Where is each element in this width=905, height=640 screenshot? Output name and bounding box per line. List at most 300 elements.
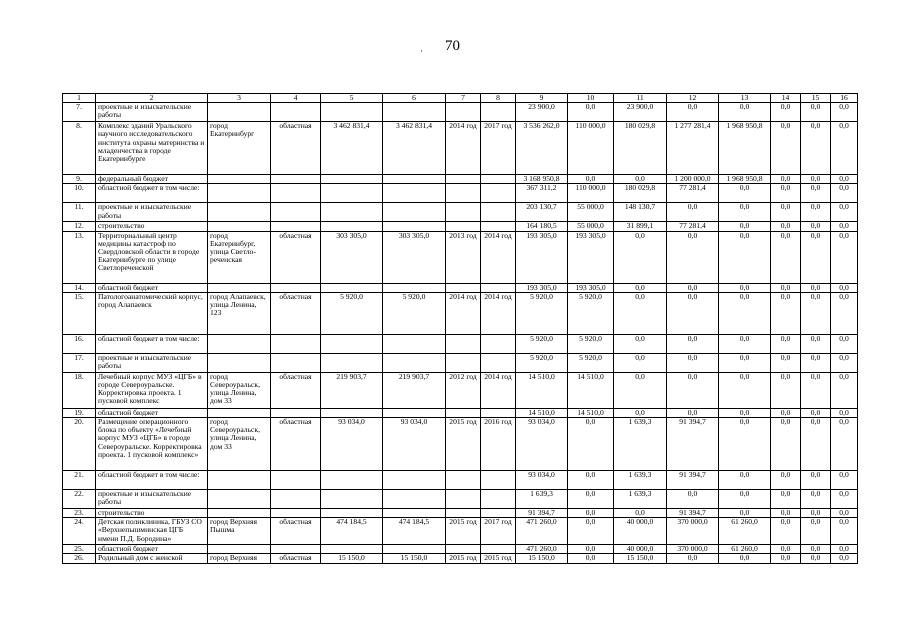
table-cell: [321, 283, 383, 292]
table-cell: [271, 184, 321, 203]
table-cell: 474 184,5: [383, 518, 446, 545]
table-row: [63, 353, 858, 372]
table-cell: областная: [271, 122, 321, 175]
table-cell: 0,0: [771, 471, 801, 490]
table-cell: 0,0: [719, 283, 771, 292]
table-cell: строительство: [96, 222, 208, 231]
column-header: 15: [801, 94, 831, 103]
table-cell: 1 968 950,8: [719, 122, 771, 175]
table-row: [63, 490, 858, 509]
table-cell: [208, 334, 271, 353]
table-cell: [481, 334, 516, 353]
table-cell: 0,0: [614, 231, 667, 283]
table-cell: 471 260,0: [516, 518, 568, 545]
table-cell: областная: [271, 418, 321, 471]
table-cell: 0,0: [831, 231, 858, 283]
table-cell: 0,0: [771, 203, 801, 222]
table-cell: 0,0: [771, 292, 801, 334]
table-cell: 0,0: [831, 518, 858, 545]
table-cell: 5 920,0: [568, 292, 614, 334]
table-cell: [208, 509, 271, 518]
table-cell: 5 920,0: [516, 292, 568, 334]
table-cell: 0,0: [568, 554, 614, 563]
table-cell: [446, 103, 481, 122]
table-cell: 180 029,8: [614, 122, 667, 175]
table-cell: [208, 408, 271, 417]
table-cell: проектные и изыскательские работы: [96, 103, 208, 122]
table-row: [63, 408, 858, 417]
table-cell: 0,0: [831, 283, 858, 292]
table-row: [63, 334, 858, 353]
table-cell: 0,0: [831, 490, 858, 509]
table-cell: 2015 год: [446, 518, 481, 545]
table-cell: 22.: [63, 490, 96, 509]
table-cell: 0,0: [614, 283, 667, 292]
table-cell: город Североуральск, улица Ленина, дом 33: [208, 418, 271, 471]
table-cell: 0,0: [801, 418, 831, 471]
table-cell: 25.: [63, 545, 96, 554]
table-cell: 193 305,0: [516, 231, 568, 283]
table-cell: 0,0: [719, 231, 771, 283]
table-cell: [271, 175, 321, 184]
table-cell: 9.: [63, 175, 96, 184]
table-cell: 0,0: [667, 292, 719, 334]
table-cell: 0,0: [831, 334, 858, 353]
table-cell: 0,0: [719, 353, 771, 372]
table-cell: [446, 545, 481, 554]
column-header: 1: [63, 94, 96, 103]
table-cell: 219 903,7: [321, 372, 383, 408]
table-cell: 14 510,0: [516, 372, 568, 408]
table-cell: 14 510,0: [568, 408, 614, 417]
table-cell: 8.: [63, 122, 96, 175]
table-cell: 2016 год: [481, 418, 516, 471]
table-cell: [383, 408, 446, 417]
table-cell: 91 394,7: [667, 471, 719, 490]
table-cell: 0,0: [614, 353, 667, 372]
table-cell: [446, 184, 481, 203]
table-cell: 0,0: [771, 222, 801, 231]
table-cell: 0,0: [568, 518, 614, 545]
table-cell: 13.: [63, 231, 96, 283]
table-cell: 0,0: [667, 490, 719, 509]
table-cell: 0,0: [771, 283, 801, 292]
table-cell: 219 903,7: [383, 372, 446, 408]
table-cell: проектные и изыскательские работы: [96, 353, 208, 372]
table-cell: 0,0: [719, 471, 771, 490]
table-cell: 3 536 262,0: [516, 122, 568, 175]
table-row: [63, 418, 858, 471]
table-cell: [446, 471, 481, 490]
table-cell: 15.: [63, 292, 96, 334]
table-cell: 93 034,0: [383, 418, 446, 471]
table-cell: областная: [271, 518, 321, 545]
table-cell: 5 920,0: [516, 353, 568, 372]
column-header: 14: [771, 94, 801, 103]
table-cell: 0,0: [801, 292, 831, 334]
table-cell: областной бюджет в том числе:: [96, 334, 208, 353]
table-cell: [271, 471, 321, 490]
table-row: [63, 292, 858, 334]
table-cell: 1 639,3: [614, 471, 667, 490]
table-cell: 93 034,0: [516, 471, 568, 490]
table-cell: 0,0: [771, 175, 801, 184]
table-cell: Лечебный корпус МУЗ «ЦГБ» в городе Североуральске. Корректировка проекта. 1 пусковой комплекс: [96, 372, 208, 408]
table-header-row: [63, 94, 858, 103]
table-cell: [271, 509, 321, 518]
table-cell: областной бюджет в том числе:: [96, 471, 208, 490]
table-cell: [208, 175, 271, 184]
table-cell: [383, 184, 446, 203]
table-cell: 15 150,0: [383, 554, 446, 563]
table-cell: 0,0: [771, 184, 801, 203]
table-cell: 0,0: [568, 175, 614, 184]
table-cell: 1 639,3: [516, 490, 568, 509]
table-cell: 193 305,0: [568, 231, 614, 283]
table-row: [63, 203, 858, 222]
table-cell: 2012 год: [446, 372, 481, 408]
table-cell: 3 462 831,4: [383, 122, 446, 175]
table-cell: 0,0: [771, 408, 801, 417]
table-cell: федеральный бюджет: [96, 175, 208, 184]
table-cell: [383, 471, 446, 490]
table-cell: 193 305,0: [516, 283, 568, 292]
table-cell: 0,0: [667, 372, 719, 408]
table-cell: [321, 203, 383, 222]
table-cell: 2015 год: [446, 418, 481, 471]
table-cell: [271, 408, 321, 417]
table-cell: 20.: [63, 418, 96, 471]
table-cell: 0,0: [801, 222, 831, 231]
table-cell: [383, 353, 446, 372]
table-cell: 0,0: [771, 554, 801, 563]
table-cell: [321, 545, 383, 554]
column-header: 10: [568, 94, 614, 103]
table-cell: 0,0: [801, 122, 831, 175]
table-cell: 0,0: [719, 203, 771, 222]
table-cell: [481, 175, 516, 184]
table-cell: 0,0: [568, 418, 614, 471]
table-cell: 2013 год: [446, 231, 481, 283]
table-cell: 0,0: [831, 372, 858, 408]
table-cell: город Алапаевск, улица Ленина, 123: [208, 292, 271, 334]
table-cell: [321, 184, 383, 203]
table-cell: 77 281,4: [667, 222, 719, 231]
table-cell: 26.: [63, 554, 96, 563]
column-header: 13: [719, 94, 771, 103]
table-row: [63, 545, 858, 554]
table-cell: 0,0: [831, 545, 858, 554]
table-cell: 12.: [63, 222, 96, 231]
table-cell: [481, 471, 516, 490]
table-cell: [271, 203, 321, 222]
table-cell: 0,0: [771, 103, 801, 122]
table-cell: 0,0: [568, 490, 614, 509]
table-cell: 91 394,7: [667, 509, 719, 518]
table-cell: город Екатеринбург: [208, 122, 271, 175]
page-number: 70: [445, 38, 460, 54]
table-cell: [446, 222, 481, 231]
table-cell: 2014 год: [481, 231, 516, 283]
table-cell: 16.: [63, 334, 96, 353]
table-cell: 370 000,0: [667, 518, 719, 545]
table-cell: 15 150,0: [516, 554, 568, 563]
table-cell: [321, 353, 383, 372]
table-cell: 0,0: [614, 408, 667, 417]
table-cell: 15 150,0: [614, 554, 667, 563]
table-cell: [481, 408, 516, 417]
table-cell: [271, 334, 321, 353]
table-cell: 5 920,0: [568, 334, 614, 353]
table-cell: [446, 408, 481, 417]
table-cell: 93 034,0: [516, 418, 568, 471]
table-cell: 17.: [63, 353, 96, 372]
table-cell: [383, 509, 446, 518]
table-cell: 31 899,1: [614, 222, 667, 231]
table-row: [63, 184, 858, 203]
table-cell: [271, 103, 321, 122]
table-cell: [383, 222, 446, 231]
table-row: [63, 372, 858, 408]
table-row: [63, 471, 858, 490]
table-cell: 91 394,7: [667, 418, 719, 471]
column-header: 4: [271, 94, 321, 103]
table-cell: [446, 509, 481, 518]
table-cell: 23 900,0: [614, 103, 667, 122]
table-row: [63, 518, 858, 545]
table-cell: [208, 283, 271, 292]
table-cell: 0,0: [831, 353, 858, 372]
table-cell: 0,0: [831, 471, 858, 490]
table-cell: 2017 год: [481, 518, 516, 545]
table-cell: областной бюджет: [96, 283, 208, 292]
table-cell: 471 260,0: [516, 545, 568, 554]
table-cell: [271, 490, 321, 509]
table-cell: 367 311,2: [516, 184, 568, 203]
table-cell: [321, 490, 383, 509]
table-cell: [383, 203, 446, 222]
table-cell: 0,0: [831, 103, 858, 122]
table-cell: город Екатеринбург, улица Светло- реченская: [208, 231, 271, 283]
table-cell: 0,0: [667, 103, 719, 122]
table-cell: [446, 203, 481, 222]
table-cell: 0,0: [801, 509, 831, 518]
table-cell: 0,0: [568, 509, 614, 518]
table-row: [63, 222, 858, 231]
table-cell: 0,0: [719, 509, 771, 518]
table-cell: 0,0: [831, 418, 858, 471]
table-cell: областная: [271, 292, 321, 334]
table-cell: [208, 203, 271, 222]
table-cell: Патологоанатомический корпус, город Алапаевск: [96, 292, 208, 334]
table-cell: 61 260,0: [719, 518, 771, 545]
table-cell: 18.: [63, 372, 96, 408]
column-header: 2: [96, 94, 208, 103]
table-cell: строительство: [96, 509, 208, 518]
table-cell: 0,0: [614, 372, 667, 408]
table-cell: 55 000,0: [568, 203, 614, 222]
table-cell: 10.: [63, 184, 96, 203]
table-cell: 0,0: [771, 490, 801, 509]
table-cell: [481, 545, 516, 554]
table-cell: 0,0: [801, 545, 831, 554]
table-cell: 11.: [63, 203, 96, 222]
table-cell: 0,0: [801, 353, 831, 372]
table-cell: 180 029,8: [614, 184, 667, 203]
table-cell: 5 920,0: [383, 292, 446, 334]
table-cell: 0,0: [667, 231, 719, 283]
table-cell: [208, 222, 271, 231]
table-cell: [481, 490, 516, 509]
table-cell: 3 462 831,4: [321, 122, 383, 175]
column-header: 8: [481, 94, 516, 103]
column-header: 7: [446, 94, 481, 103]
column-header: 12: [667, 94, 719, 103]
table-cell: областной бюджет: [96, 545, 208, 554]
table-cell: [208, 353, 271, 372]
table-cell: [208, 184, 271, 203]
table-cell: 0,0: [801, 372, 831, 408]
table-cell: 193 305,0: [568, 283, 614, 292]
table-cell: Родильный дом с женской: [96, 554, 208, 563]
table-cell: 2017 год: [481, 122, 516, 175]
table-cell: 24.: [63, 518, 96, 545]
table-cell: 0,0: [771, 353, 801, 372]
table-cell: 0,0: [719, 222, 771, 231]
table-cell: 0,0: [719, 372, 771, 408]
table-cell: областная: [271, 372, 321, 408]
table-cell: 5 920,0: [321, 292, 383, 334]
table-cell: 0,0: [831, 222, 858, 231]
table-cell: город Североуральск, улица Ленина, дом 33: [208, 372, 271, 408]
table-cell: проектные и изыскательские работы: [96, 490, 208, 509]
column-header: 5: [321, 94, 383, 103]
table-cell: [321, 175, 383, 184]
table-cell: 0,0: [614, 334, 667, 353]
table-cell: 77 281,4: [667, 184, 719, 203]
table-cell: 0,0: [719, 334, 771, 353]
column-header: 6: [383, 94, 446, 103]
table-cell: город Верхняя: [208, 554, 271, 563]
table-cell: 0,0: [771, 372, 801, 408]
table-cell: [446, 175, 481, 184]
table-cell: [481, 283, 516, 292]
table-cell: 0,0: [831, 122, 858, 175]
table-cell: 0,0: [831, 175, 858, 184]
table-cell: [321, 222, 383, 231]
table-cell: [481, 509, 516, 518]
table-cell: [321, 408, 383, 417]
table-cell: [383, 103, 446, 122]
table-cell: 0,0: [831, 184, 858, 203]
table-cell: 7.: [63, 103, 96, 122]
table-cell: 203 130,7: [516, 203, 568, 222]
table-cell: 0,0: [831, 509, 858, 518]
table-cell: [271, 353, 321, 372]
table-cell: [321, 509, 383, 518]
table-cell: [321, 103, 383, 122]
table-cell: [383, 334, 446, 353]
table-cell: 0,0: [831, 554, 858, 563]
table-cell: Детская поликлиника, ГБУЗ СО «Верхнепышминская ЦГБ имени П.Д. Бородина»: [96, 518, 208, 545]
table-cell: 0,0: [831, 203, 858, 222]
table-cell: город Верхняя Пышма: [208, 518, 271, 545]
table-cell: 0,0: [667, 353, 719, 372]
table-cell: 0,0: [801, 231, 831, 283]
table-cell: [481, 353, 516, 372]
table-cell: 0,0: [801, 490, 831, 509]
table-cell: [271, 545, 321, 554]
table-cell: проектные и изыскательские работы: [96, 203, 208, 222]
table-cell: 40 000,0: [614, 545, 667, 554]
table-cell: 14 510,0: [568, 372, 614, 408]
table-cell: 0,0: [667, 408, 719, 417]
header-mark: ·: [420, 46, 423, 56]
table-cell: 55 000,0: [568, 222, 614, 231]
table-cell: 0,0: [719, 490, 771, 509]
table-cell: [383, 283, 446, 292]
table-cell: 370 000,0: [667, 545, 719, 554]
table-cell: 0,0: [771, 122, 801, 175]
table-cell: 1 277 281,4: [667, 122, 719, 175]
table-row: [63, 175, 858, 184]
table-cell: 164 180,5: [516, 222, 568, 231]
table-cell: [446, 334, 481, 353]
column-header: 3: [208, 94, 271, 103]
table-cell: 474 184,5: [321, 518, 383, 545]
table-cell: 91 394,7: [516, 509, 568, 518]
table-cell: 0,0: [614, 509, 667, 518]
table-cell: 0,0: [771, 518, 801, 545]
table-cell: [208, 471, 271, 490]
table-row: [63, 231, 858, 283]
table-cell: 0,0: [771, 231, 801, 283]
table-cell: [481, 222, 516, 231]
table-cell: 0,0: [667, 554, 719, 563]
table-cell: 0,0: [771, 334, 801, 353]
table-cell: 0,0: [831, 292, 858, 334]
table-cell: 23 900,0: [516, 103, 568, 122]
table-cell: [321, 334, 383, 353]
table-cell: [383, 490, 446, 509]
table-cell: 5 920,0: [568, 353, 614, 372]
table-cell: 0,0: [719, 292, 771, 334]
table-cell: 110 000,0: [568, 122, 614, 175]
table-cell: 0,0: [801, 518, 831, 545]
table-cell: 14 510,0: [516, 408, 568, 417]
table-cell: 2015 год: [446, 554, 481, 563]
table-cell: областной бюджет в том числе:: [96, 184, 208, 203]
table-cell: [481, 184, 516, 203]
table-cell: 5 920,0: [516, 334, 568, 353]
table-cell: 0,0: [667, 203, 719, 222]
table-cell: 2014 год: [446, 292, 481, 334]
table-cell: 2014 год: [481, 372, 516, 408]
table-cell: 0,0: [801, 184, 831, 203]
table-cell: [271, 283, 321, 292]
table-cell: 1 639,3: [614, 418, 667, 471]
column-header: 11: [614, 94, 667, 103]
table-cell: 0,0: [801, 408, 831, 417]
table-cell: 0,0: [667, 283, 719, 292]
table-cell: 0,0: [667, 334, 719, 353]
table-cell: 21.: [63, 471, 96, 490]
table-cell: 0,0: [801, 175, 831, 184]
table-cell: 14.: [63, 283, 96, 292]
table-cell: 0,0: [771, 545, 801, 554]
table-cell: 148 130,7: [614, 203, 667, 222]
table-cell: 303 305,0: [321, 231, 383, 283]
